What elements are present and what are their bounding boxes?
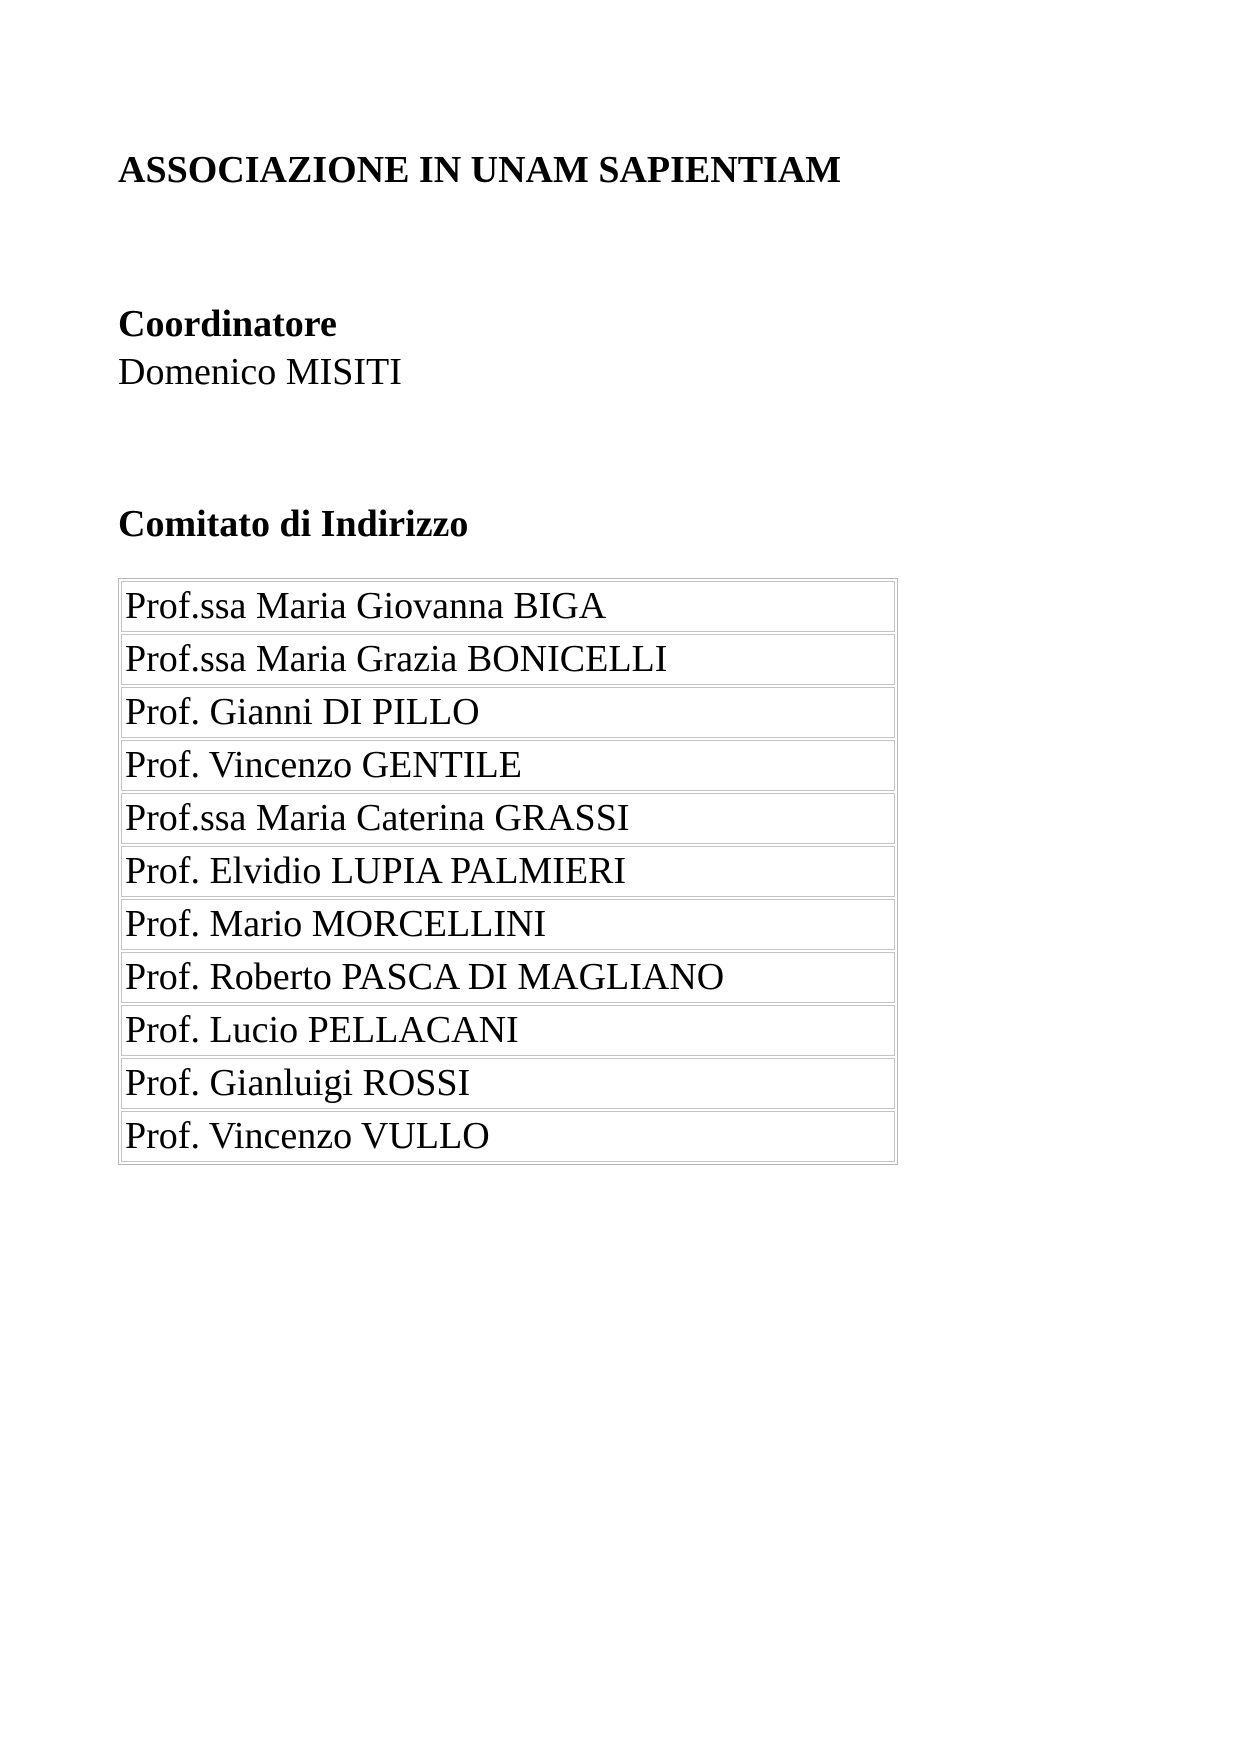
table-row: [121, 687, 895, 738]
table-row: [121, 952, 895, 1003]
member-name: Prof. Gianni DI PILLO: [121, 687, 895, 738]
table-row: [121, 793, 895, 844]
table-row: [121, 899, 895, 950]
coordinator-name: Domenico MISITI: [118, 351, 402, 393]
member-name: Prof. Lucio PELLACANI: [121, 1005, 895, 1056]
table-row: [121, 1058, 895, 1109]
member-name: Prof. Vincenzo GENTILE: [121, 740, 895, 791]
member-name: Prof. Vincenzo VULLO: [121, 1111, 895, 1162]
member-name: Prof. Mario MORCELLINI: [121, 899, 895, 950]
table-row: [121, 1111, 895, 1162]
committee-members-table: [118, 578, 898, 1165]
member-name: Prof.ssa Maria Giovanna BIGA: [121, 581, 895, 632]
member-name: Prof.ssa Maria Caterina GRASSI: [121, 793, 895, 844]
table-row: [121, 634, 895, 685]
member-name: Prof. Gianluigi ROSSI: [121, 1058, 895, 1109]
committee-heading: Comitato di Indirizzo: [118, 503, 469, 545]
member-name: Prof.ssa Maria Grazia BONICELLI: [121, 634, 895, 685]
table-row: [121, 581, 895, 632]
member-name: Prof. Roberto PASCA DI MAGLIANO: [121, 952, 895, 1003]
document-title: ASSOCIAZIONE IN UNAM SAPIENTIAM: [118, 149, 842, 191]
table-row: [121, 740, 895, 791]
table-row: [121, 846, 895, 897]
coordinator-heading: Coordinatore: [118, 303, 337, 345]
table-row: [121, 1005, 895, 1056]
member-name: Prof. Elvidio LUPIA PALMIERI: [121, 846, 895, 897]
